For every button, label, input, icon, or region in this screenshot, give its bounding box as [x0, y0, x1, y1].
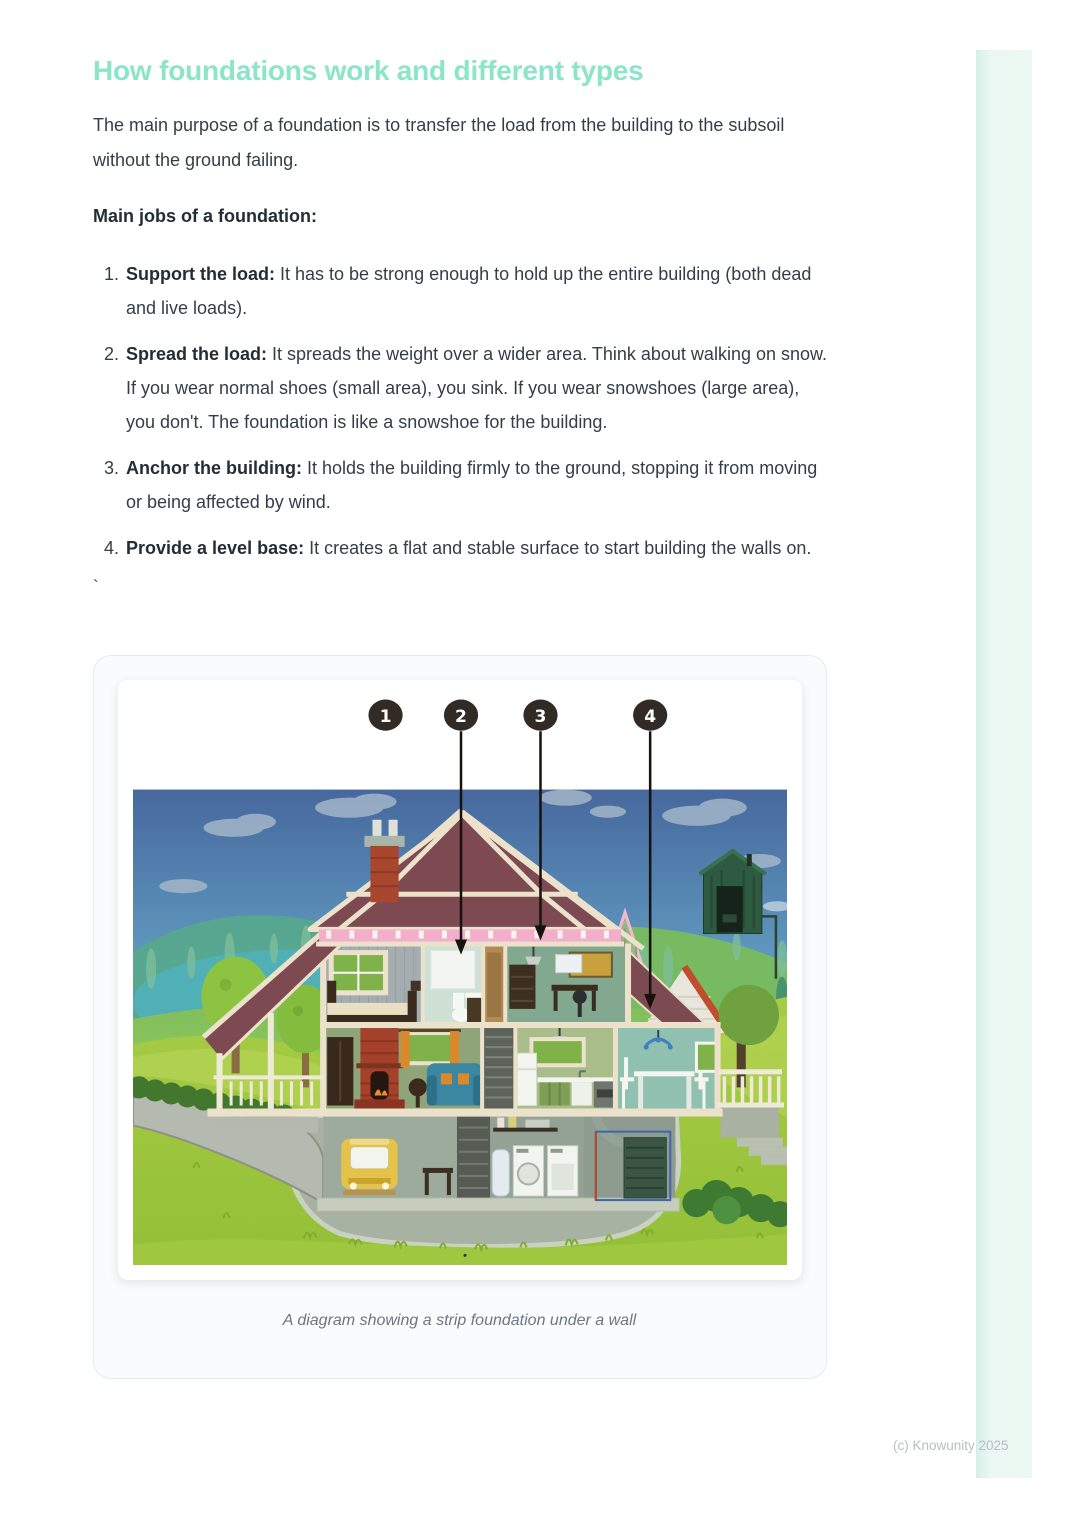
figure-image [118, 680, 802, 1280]
job-text: It holds the building firmly to the ground, stopping it from moving or being affected by wind. [126, 458, 818, 512]
callout-2 [444, 700, 478, 731]
callout-4 [633, 700, 667, 731]
house-cross-section-illustration [133, 695, 787, 1265]
job-text: It spreads the weight over a wider area. Think about walking on snow. If you wear normal shoes (small area), you sink. If you wear snowshoes (large area), you don't. The foundation is like a snowshoe for the building. [126, 344, 828, 432]
callouts [368, 700, 667, 731]
figure-card [93, 655, 827, 1379]
callout-4-label: 4 [644, 707, 657, 728]
page-title: How foundations work and different types [93, 55, 644, 86]
job-lead: Provide a level base: [126, 538, 305, 558]
ground-sill [207, 1109, 722, 1117]
callout-2-label: 2 [455, 707, 467, 728]
foundation-jobs-list [93, 257, 828, 565]
basement [317, 1114, 679, 1212]
document-content [93, 0, 828, 1379]
job-item-anchor [124, 451, 828, 519]
callout-1 [368, 700, 402, 731]
job-text: It creates a flat and stable surface to start building the walls on. [304, 538, 812, 558]
job-lead: Spread the load: [126, 344, 268, 364]
job-item-support [124, 257, 828, 325]
right-accent-bar [976, 50, 1032, 1478]
job-lead: Support the load: [126, 264, 275, 284]
stray-backtick: ` [93, 577, 99, 596]
callout-3-label: 3 [534, 707, 547, 728]
list-heading: Main jobs of a foundation: [93, 206, 317, 226]
second-floor [323, 947, 628, 1025]
job-item-spread [124, 337, 828, 439]
job-text: It has to be strong enough to hold up the entire building (both dead and live loads). [126, 264, 812, 318]
job-lead: Anchor the building: [126, 458, 302, 478]
job-item-level-base [124, 531, 828, 565]
callout-1-label: 1 [379, 707, 392, 728]
copyright-note: (c) Knowunity 2025 [893, 1438, 1009, 1453]
first-floor [323, 1028, 716, 1108]
car [341, 1139, 397, 1195]
intro-paragraph: The main purpose of a foundation is to transfer the load from the building to the subsoil without the ground failing. [93, 115, 785, 170]
callout-3 [523, 700, 557, 731]
figure-caption: A diagram showing a strip foundation under a wall [282, 1312, 637, 1330]
workbench [423, 1168, 453, 1173]
